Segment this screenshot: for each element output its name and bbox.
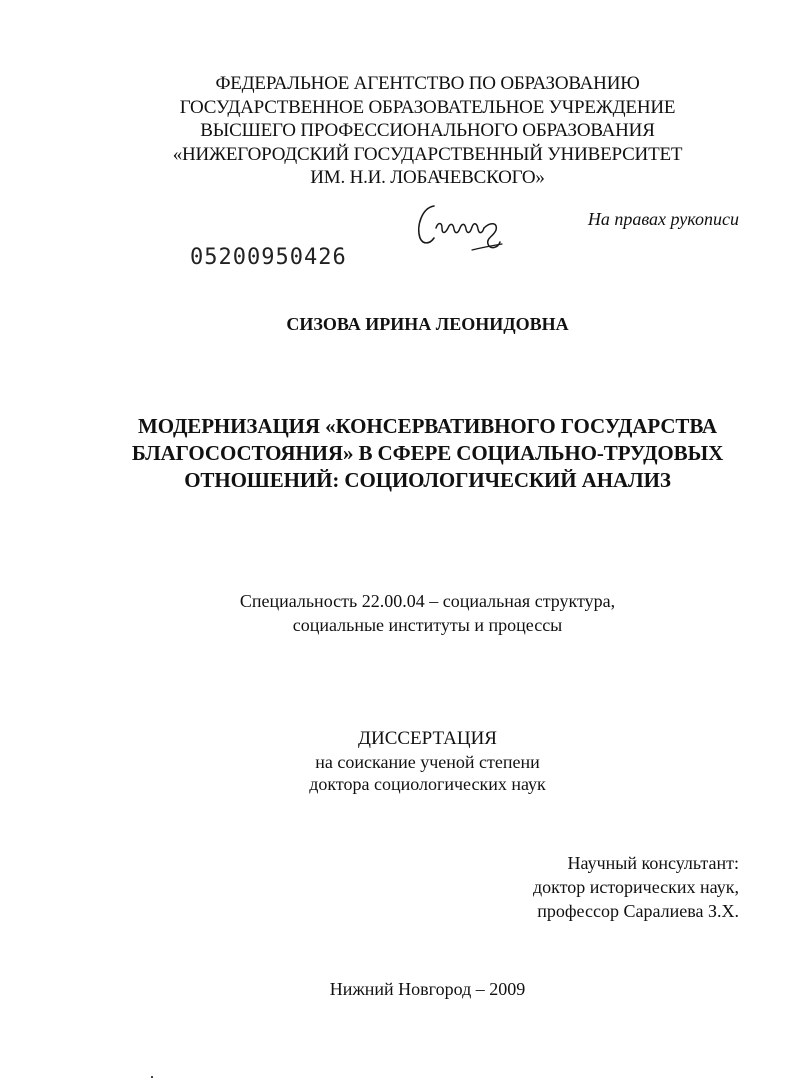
advisor-line: профессор Саралиева З.Х. <box>537 901 739 921</box>
advisor-line: Научный консультант: <box>567 853 739 873</box>
thesis-title-line: ОТНОШЕНИЙ: СОЦИОЛОГИЧЕСКИЙ АНАЛИЗ <box>184 468 671 492</box>
specialty <box>30 589 795 637</box>
institution-line: ИМ. Н.И. ЛОБАЧЕВСКОГО» <box>310 167 545 188</box>
institution-line: ВЫСШЕГО ПРОФЕССИОНАЛЬНОГО ОБРАЗОВАНИЯ <box>200 120 655 141</box>
thesis-title-line: БЛАГОСОСТОЯНИЯ» В СФЕРЕ СОЦИАЛЬНО-ТРУДОВЫХ <box>131 441 724 465</box>
degree-line: на соискание ученой степени <box>315 752 540 772</box>
manuscript-rights-note: На правах рукописи <box>587 209 739 229</box>
institution-line: ФЕДЕРАЛЬНОЕ АГЕНТСТВО ПО ОБРАЗОВАНИЮ <box>215 73 640 94</box>
scan-speck <box>151 1076 153 1078</box>
degree-line: доктора социологических наук <box>309 774 546 794</box>
advisor-line: доктор исторических наук, <box>533 877 739 897</box>
degree-block <box>30 727 795 795</box>
institution-header <box>30 72 795 190</box>
thesis-title <box>30 413 795 494</box>
institution-line: ГОСУДАРСТВЕННОЕ ОБРАЗОВАТЕЛЬНОЕ УЧРЕЖДЕНИЕ <box>179 96 676 118</box>
city-year: Нижний Новгород – 2009 <box>329 979 526 999</box>
specialty-line: социальные институты и процессы <box>292 615 563 635</box>
institution-line: «НИЖЕГОРОДСКИЙ ГОСУДАРСТВЕННЫЙ УНИВЕРСИТЕТ <box>172 143 683 165</box>
scientific-advisor <box>533 851 739 923</box>
specialty-line: Специальность 22.00.04 – социальная структура, <box>239 591 616 611</box>
author-name: СИЗОВА ИРИНА ЛЕОНИДОВНА <box>286 314 569 334</box>
archive-number: 05200950426 <box>190 245 347 270</box>
handwritten-signature <box>412 198 512 258</box>
thesis-title-line: МОДЕРНИЗАЦИЯ «КОНСЕРВАТИВНОГО ГОСУДАРСТВА <box>138 414 717 438</box>
dissertation-heading: ДИССЕРТАЦИЯ <box>358 728 497 749</box>
